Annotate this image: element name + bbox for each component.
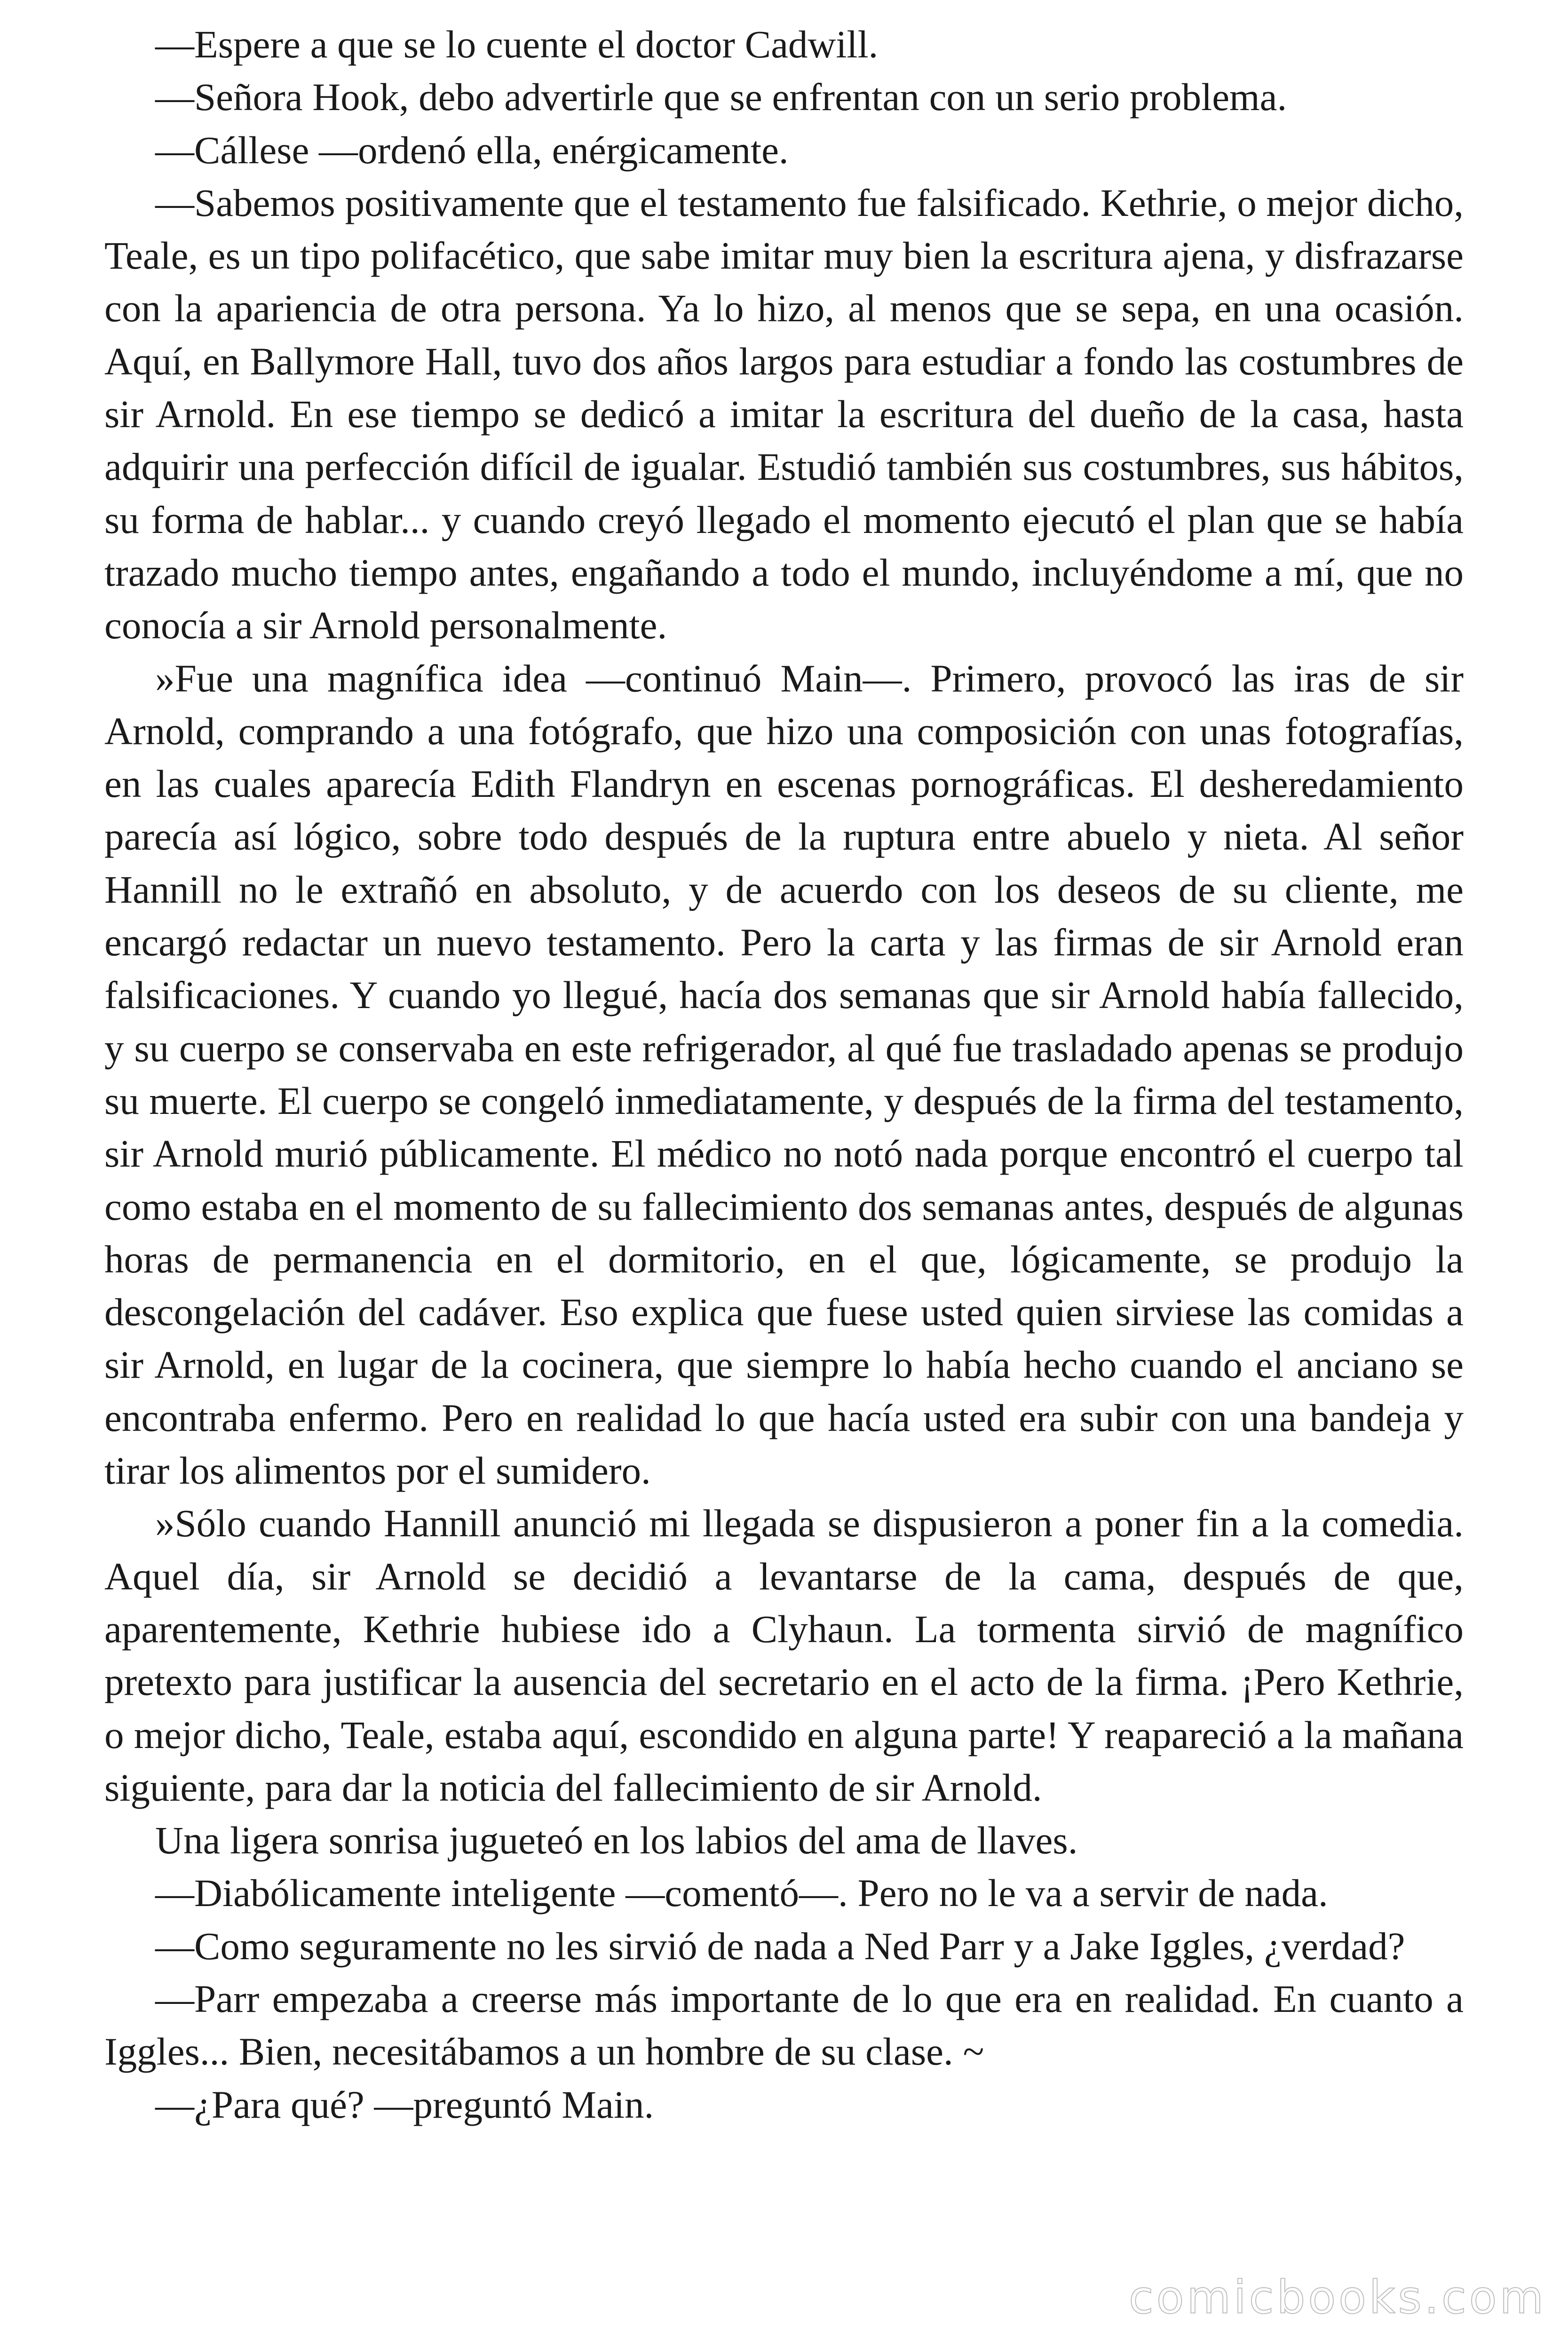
paragraph: —Sabemos positivamente que el testamento fue falsificado. Kethrie, o mejor dicho, Teale, es un tipo polifacético, que sabe imitar muy bien la escritura ajena, y disfrazarse con la apariencia de otra persona. Ya lo hizo, al menos que se sepa, en una ocasión. Aquí, en Ballymore Hall, tuvo dos años largos para estudiar a fondo las costumbres de sir Arnold. En ese tiempo se dedicó a imitar la escritura del dueño de la casa, hasta adquirir una perfección difícil de igualar. Estudió también sus costumbres, sus hábitos, su forma de hablar... y cuando creyó llegado el momento ejecutó el plan que se había trazado mucho tiempo antes, engañando a todo el mundo, incluyéndome a mí, que no conocía a sir Arnold personalmente.	[104, 181, 1464, 647]
paragraph: Una ligera sonrisa jugueteó en los labios del ama de llaves.	[155, 1819, 1078, 1862]
paragraph: —Parr empezaba a creerse más importante de lo que era en realidad. En cuanto a Iggles... Bien, necesitábamos a un hombre de su clase. ~	[104, 1977, 1464, 2074]
paragraph: —Diabólicamente inteligente —comentó—. Pero no le va a servir de nada.	[155, 1871, 1328, 1915]
book-page-text	[104, 18, 1464, 2131]
paragraph: —Espere a que se lo cuente el doctor Cadwill.	[155, 23, 879, 66]
paragraph: »Sólo cuando Hannill anunció mi llegada se dispusieron a poner fin a la comedia. Aquel día, sir Arnold se decidió a levantarse de la cama, después de que, aparentemente, Kethrie hubiese ido a Clyhaun. La tormenta sirvió de magnífico pretexto para justificar la ausencia del secretario en el acto de la firma. ¡Pero Kethrie, o mejor dicho, Teale, estaba aquí, escondido en alguna parte! Y reapareció a la mañana siguiente, para dar la noticia del fallecimiento de sir Arnold.	[104, 1502, 1464, 1809]
paragraph: —Como seguramente no les sirvió de nada a Ned Parr y a Jake Iggles, ¿verdad?	[155, 1924, 1405, 1968]
paragraph: —¿Para qué? —preguntó Main.	[155, 2082, 654, 2126]
paragraph: —Señora Hook, debo advertirle que se enfrentan con un serio problema.	[155, 75, 1287, 119]
watermark: comicbooks.com	[1128, 2271, 1546, 2324]
paragraph: »Fue una magnífica idea —continuó Main—. Primero, provocó las iras de sir Arnold, comprando a una fotógrafo, que hizo una composición con unas fotografías, en las cuales aparecía Edith Flandryn en escenas pornográficas. El desheredamiento parecía así lógico, sobre todo después de la ruptura entre abuelo y nieta. Al señor Hannill no le extrañó en absoluto, y de acuerdo con los deseos de su cliente, me encargó redactar un nuevo testamento. Pero la carta y las firmas de sir Arnold eran falsificaciones. Y cuando yo llegué, hacía dos semanas que sir Arnold había fallecido, y su cuerpo se conservaba en este refrigerador, al qué fue trasladado apenas se produjo su muerte. El cuerpo se congeló inmediatamente, y después de la firma del testamento, sir Arnold murió públicamente. El médico no notó nada porque encontró el cuerpo tal como estaba en el momento de su fallecimiento dos semanas antes, después de algunas horas de permanencia en el dormitorio, en el que, lógicamente, se produjo la descongelación del cadáver. Eso explica que fuese usted quien sirviese las comidas a sir Arnold, en lugar de la cocinera, que siempre lo había hecho cuando el anciano se encontraba enfermo. Pero en realidad lo que hacía usted era subir con una bandeja y tirar los alimentos por el sumidero.	[104, 656, 1464, 1493]
paragraph: —Cállese —ordenó ella, enérgicamente.	[155, 128, 789, 172]
